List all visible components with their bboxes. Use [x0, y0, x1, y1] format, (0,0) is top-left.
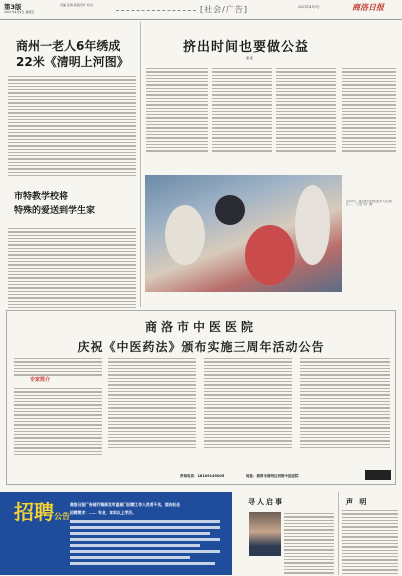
recruit-line1: 商洛日报广告部行销部及市直部门招聘工作人员若干名，面向社会 — [70, 502, 181, 507]
recruit-text-row — [70, 520, 220, 523]
story1-title-line2: 22米《清明上河图》 — [16, 55, 129, 69]
story2-author: 朋 彪 — [246, 56, 253, 60]
ad-col1b — [14, 388, 102, 457]
section-label: [社会/广告] — [200, 5, 248, 14]
recruit-ad — [0, 492, 232, 575]
ad-col3 — [204, 358, 292, 450]
recruit-text-row — [70, 550, 220, 553]
recruit-line2: 招聘要求：…… 专业，本科以上学历。 — [70, 510, 136, 515]
recruit-text-row — [70, 562, 215, 565]
ad-contact-phone: 咨询电话：18109145005 — [180, 474, 225, 478]
story1-body — [8, 76, 136, 178]
page-header — [0, 0, 402, 20]
ad-col4 — [300, 358, 390, 450]
notice-title: 声 明 — [346, 498, 369, 506]
page-number: 第3版 — [4, 3, 22, 11]
ad-title: 商洛市中医医院 — [144, 320, 257, 334]
recruit-heading — [14, 496, 70, 525]
story2-col2 — [212, 68, 272, 154]
recruit-text-row — [70, 556, 190, 559]
recruit-tail: 公告 — [54, 512, 70, 521]
recruit-text-row — [70, 544, 200, 547]
ad-address: 地址：商洛市商州区西街中医医院 — [246, 474, 299, 478]
editor-meta: 责编 张鸽 版面设计 校对 — [60, 3, 93, 7]
ad-subhead: 专家简介 — [30, 377, 51, 383]
photo-caption: 3月23日，商洛市中医医院医护人员到社区…… （记者 刘广 摄） — [346, 200, 393, 207]
missing-person-photo — [249, 512, 281, 556]
recruit-text-row — [70, 526, 220, 529]
story3-title-line1: 市特教学校将 — [14, 192, 69, 202]
masthead-logo: 商洛日报 — [352, 2, 384, 12]
photo-caption-block — [346, 200, 396, 207]
news-photo — [145, 175, 342, 292]
story2-col1 — [146, 68, 208, 154]
ad-subtitle: 庆祝《中医药法》颁布实施三周年活动公告 — [77, 340, 325, 354]
issue-meta: 2021年4月9日 星期五 — [4, 10, 35, 14]
story2-headline: 挤出时间也要做公益 — [183, 40, 310, 55]
notice-rule — [338, 492, 339, 575]
missing-person-title: 寻人启事 — [248, 498, 284, 506]
ad-col2 — [108, 358, 196, 450]
column-rule — [140, 22, 141, 307]
header-date: 2021年4月9日 — [298, 5, 320, 9]
recruit-big: 招聘 — [14, 500, 54, 524]
ad-qr-strip — [365, 470, 391, 480]
story2-col3 — [276, 68, 336, 154]
recruit-text-row — [70, 538, 220, 541]
story1-title-line1: 商州一老人6年绣成 — [16, 39, 121, 53]
story3-headline — [14, 190, 124, 218]
story3-body — [8, 228, 136, 310]
story3-title-line2: 特殊的爱送到学生家 — [14, 206, 96, 216]
missing-person-body — [284, 513, 334, 576]
story2-col4 — [342, 68, 396, 154]
recruit-text-row — [70, 532, 210, 535]
story1-headline — [16, 38, 136, 70]
notice-body — [342, 510, 398, 576]
ad-col1 — [14, 358, 102, 378]
